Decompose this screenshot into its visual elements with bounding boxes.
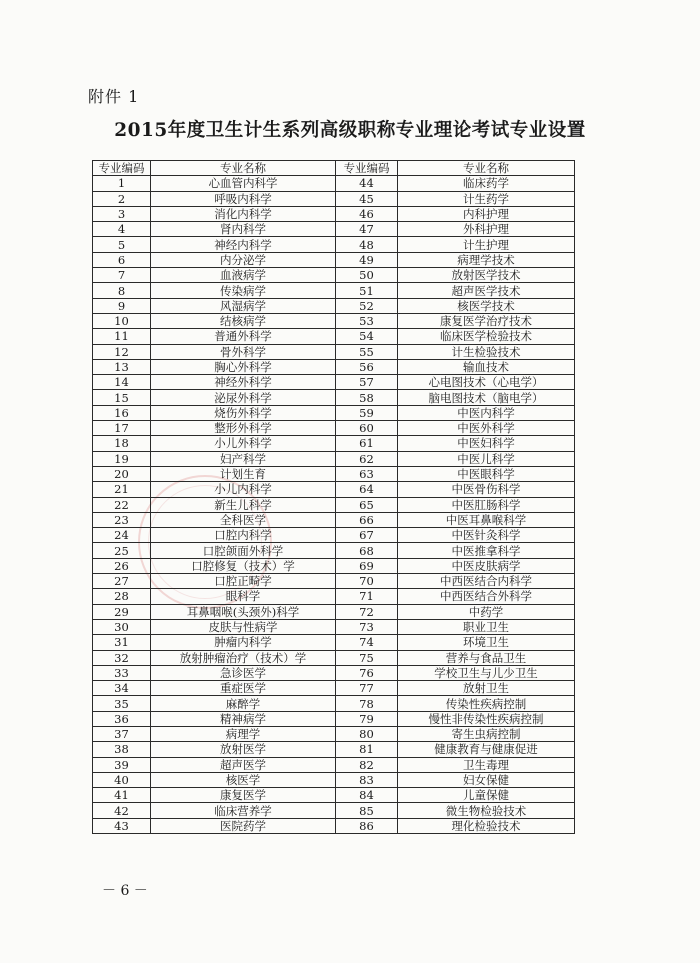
table-row bbox=[93, 405, 575, 420]
code-cell: 14 bbox=[93, 375, 151, 390]
specialty-name-cell: 普通外科学 bbox=[151, 329, 336, 344]
code-cell: 12 bbox=[93, 344, 151, 359]
code-cell: 39 bbox=[93, 757, 151, 772]
specialty-name-cell: 寄生虫病控制 bbox=[398, 726, 575, 741]
specialty-name-cell: 核医学技术 bbox=[398, 298, 575, 313]
specialty-name-cell: 中医推拿科学 bbox=[398, 543, 575, 558]
code-cell: 61 bbox=[336, 436, 398, 451]
code-cell: 1 bbox=[93, 176, 151, 191]
specialty-name-cell: 呼吸内科学 bbox=[151, 191, 336, 206]
specialty-name-cell: 中医儿科学 bbox=[398, 451, 575, 466]
specialty-name-cell: 口腔内科学 bbox=[151, 528, 336, 543]
code-cell: 50 bbox=[336, 268, 398, 283]
table-row bbox=[93, 711, 575, 726]
code-cell: 78 bbox=[336, 696, 398, 711]
specialty-name-cell: 中医骨伤科学 bbox=[398, 482, 575, 497]
specialty-name-cell: 中医耳鼻喉科学 bbox=[398, 512, 575, 527]
code-cell: 63 bbox=[336, 466, 398, 481]
code-cell: 68 bbox=[336, 543, 398, 558]
code-cell: 73 bbox=[336, 619, 398, 634]
code-cell: 22 bbox=[93, 497, 151, 512]
header-name-left: 专业名称 bbox=[151, 161, 336, 176]
specialty-name-cell: 卫生毒理 bbox=[398, 757, 575, 772]
table-row bbox=[93, 206, 575, 221]
code-cell: 48 bbox=[336, 237, 398, 252]
specialty-name-cell: 放射医学技术 bbox=[398, 268, 575, 283]
code-cell: 19 bbox=[93, 451, 151, 466]
specialty-table bbox=[92, 160, 575, 834]
specialty-name-cell: 计划生育 bbox=[151, 466, 336, 481]
header-code-left: 专业编码 bbox=[93, 161, 151, 176]
specialty-name-cell: 超声医学技术 bbox=[398, 283, 575, 298]
table-row bbox=[93, 329, 575, 344]
code-cell: 8 bbox=[93, 283, 151, 298]
table-row bbox=[93, 222, 575, 237]
code-cell: 74 bbox=[336, 635, 398, 650]
table-row bbox=[93, 696, 575, 711]
code-cell: 43 bbox=[93, 818, 151, 833]
specialty-name-cell: 新生儿科学 bbox=[151, 497, 336, 512]
specialty-name-cell: 职业卫生 bbox=[398, 619, 575, 634]
page-number: － 6 － bbox=[102, 883, 148, 899]
table-row bbox=[93, 558, 575, 573]
code-cell: 35 bbox=[93, 696, 151, 711]
specialty-name-cell: 临床医学检验技术 bbox=[398, 329, 575, 344]
specialty-name-cell: 内科护理 bbox=[398, 206, 575, 221]
code-cell: 18 bbox=[93, 436, 151, 451]
code-cell: 79 bbox=[336, 711, 398, 726]
table-row bbox=[93, 604, 575, 619]
code-cell: 36 bbox=[93, 711, 151, 726]
table-row bbox=[93, 313, 575, 328]
table-row bbox=[93, 757, 575, 772]
code-cell: 7 bbox=[93, 268, 151, 283]
code-cell: 77 bbox=[336, 681, 398, 696]
code-cell: 56 bbox=[336, 359, 398, 374]
specialty-name-cell: 内分泌学 bbox=[151, 252, 336, 267]
document-title: 2015年度卫生计生系列高级职称专业理论考试专业设置 bbox=[114, 120, 586, 141]
specialty-name-cell: 中医内科学 bbox=[398, 405, 575, 420]
code-cell: 44 bbox=[336, 176, 398, 191]
table-row bbox=[93, 421, 575, 436]
code-cell: 30 bbox=[93, 619, 151, 634]
table-row bbox=[93, 788, 575, 803]
code-cell: 5 bbox=[93, 237, 151, 252]
specialty-name-cell: 放射卫生 bbox=[398, 681, 575, 696]
specialty-name-cell: 理化检验技术 bbox=[398, 818, 575, 833]
specialty-name-cell: 微生物检验技术 bbox=[398, 803, 575, 818]
specialty-name-cell: 计生药学 bbox=[398, 191, 575, 206]
code-cell: 55 bbox=[336, 344, 398, 359]
table-row bbox=[93, 451, 575, 466]
specialty-name-cell: 计生护理 bbox=[398, 237, 575, 252]
table-row bbox=[93, 268, 575, 283]
specialty-name-cell: 学校卫生与儿少卫生 bbox=[398, 665, 575, 680]
table-row bbox=[93, 574, 575, 589]
code-cell: 52 bbox=[336, 298, 398, 313]
specialty-name-cell: 病理学技术 bbox=[398, 252, 575, 267]
code-cell: 13 bbox=[93, 359, 151, 374]
table-row bbox=[93, 512, 575, 527]
table-row bbox=[93, 665, 575, 680]
specialty-name-cell: 康复医学 bbox=[151, 788, 336, 803]
table-row bbox=[93, 589, 575, 604]
table-row bbox=[93, 619, 575, 634]
code-cell: 42 bbox=[93, 803, 151, 818]
code-cell: 32 bbox=[93, 650, 151, 665]
code-cell: 41 bbox=[93, 788, 151, 803]
specialty-name-cell: 精神病学 bbox=[151, 711, 336, 726]
table-header-row bbox=[93, 161, 575, 176]
specialty-name-cell: 胸心外科学 bbox=[151, 359, 336, 374]
table-row bbox=[93, 252, 575, 267]
specialty-name-cell: 急诊医学 bbox=[151, 665, 336, 680]
table-row bbox=[93, 176, 575, 191]
specialty-name-cell: 烧伤外科学 bbox=[151, 405, 336, 420]
table-row bbox=[93, 482, 575, 497]
table-row bbox=[93, 803, 575, 818]
specialty-name-cell: 风湿病学 bbox=[151, 298, 336, 313]
table-row bbox=[93, 436, 575, 451]
code-cell: 16 bbox=[93, 405, 151, 420]
code-cell: 84 bbox=[336, 788, 398, 803]
table-row bbox=[93, 528, 575, 543]
specialty-name-cell: 消化内科学 bbox=[151, 206, 336, 221]
code-cell: 58 bbox=[336, 390, 398, 405]
header-name-right: 专业名称 bbox=[398, 161, 575, 176]
specialty-name-cell: 心电图技术（心电学） bbox=[398, 375, 575, 390]
specialty-name-cell: 耳鼻咽喉(头颈外)科学 bbox=[151, 604, 336, 619]
code-cell: 75 bbox=[336, 650, 398, 665]
code-cell: 38 bbox=[93, 742, 151, 757]
table-row bbox=[93, 742, 575, 757]
specialty-name-cell: 血液病学 bbox=[151, 268, 336, 283]
code-cell: 3 bbox=[93, 206, 151, 221]
code-cell: 57 bbox=[336, 375, 398, 390]
code-cell: 80 bbox=[336, 726, 398, 741]
specialty-name-cell: 计生检验技术 bbox=[398, 344, 575, 359]
code-cell: 28 bbox=[93, 589, 151, 604]
code-cell: 60 bbox=[336, 421, 398, 436]
specialty-name-cell: 中药学 bbox=[398, 604, 575, 619]
code-cell: 62 bbox=[336, 451, 398, 466]
code-cell: 29 bbox=[93, 604, 151, 619]
specialty-name-cell: 神经内科学 bbox=[151, 237, 336, 252]
code-cell: 69 bbox=[336, 558, 398, 573]
code-cell: 15 bbox=[93, 390, 151, 405]
code-cell: 17 bbox=[93, 421, 151, 436]
specialty-name-cell: 中西医结合外科学 bbox=[398, 589, 575, 604]
code-cell: 64 bbox=[336, 482, 398, 497]
specialty-name-cell: 泌尿外科学 bbox=[151, 390, 336, 405]
specialty-name-cell: 骨外科学 bbox=[151, 344, 336, 359]
specialty-name-cell: 传染病学 bbox=[151, 283, 336, 298]
specialty-name-cell: 康复医学治疗技术 bbox=[398, 313, 575, 328]
specialty-name-cell: 超声医学 bbox=[151, 757, 336, 772]
table-row bbox=[93, 359, 575, 374]
code-cell: 59 bbox=[336, 405, 398, 420]
code-cell: 72 bbox=[336, 604, 398, 619]
specialty-name-cell: 环境卫生 bbox=[398, 635, 575, 650]
code-cell: 54 bbox=[336, 329, 398, 344]
table-row bbox=[93, 191, 575, 206]
code-cell: 6 bbox=[93, 252, 151, 267]
specialty-name-cell: 脑电图技术（脑电学） bbox=[398, 390, 575, 405]
code-cell: 85 bbox=[336, 803, 398, 818]
code-cell: 51 bbox=[336, 283, 398, 298]
code-cell: 2 bbox=[93, 191, 151, 206]
code-cell: 81 bbox=[336, 742, 398, 757]
table-row bbox=[93, 543, 575, 558]
code-cell: 47 bbox=[336, 222, 398, 237]
attachment-label: 附件 1 bbox=[88, 87, 140, 106]
code-cell: 11 bbox=[93, 329, 151, 344]
code-cell: 20 bbox=[93, 466, 151, 481]
code-cell: 21 bbox=[93, 482, 151, 497]
specialty-name-cell: 口腔正畸学 bbox=[151, 574, 336, 589]
code-cell: 67 bbox=[336, 528, 398, 543]
table-row bbox=[93, 237, 575, 252]
code-cell: 33 bbox=[93, 665, 151, 680]
table-row bbox=[93, 650, 575, 665]
code-cell: 37 bbox=[93, 726, 151, 741]
specialty-name-cell: 心血管内科学 bbox=[151, 176, 336, 191]
table-row bbox=[93, 818, 575, 833]
specialty-name-cell: 中医针灸科学 bbox=[398, 528, 575, 543]
code-cell: 10 bbox=[93, 313, 151, 328]
code-cell: 27 bbox=[93, 574, 151, 589]
table-row bbox=[93, 344, 575, 359]
code-cell: 31 bbox=[93, 635, 151, 650]
code-cell: 9 bbox=[93, 298, 151, 313]
specialty-name-cell: 全科医学 bbox=[151, 512, 336, 527]
specialty-name-cell: 小儿外科学 bbox=[151, 436, 336, 451]
header-code-right: 专业编码 bbox=[336, 161, 398, 176]
specialty-name-cell: 皮肤与性病学 bbox=[151, 619, 336, 634]
specialty-name-cell: 妇产科学 bbox=[151, 451, 336, 466]
specialty-name-cell: 营养与食品卫生 bbox=[398, 650, 575, 665]
code-cell: 83 bbox=[336, 772, 398, 787]
table-row bbox=[93, 283, 575, 298]
table-row bbox=[93, 635, 575, 650]
specialty-name-cell: 儿童保健 bbox=[398, 788, 575, 803]
table-row bbox=[93, 298, 575, 313]
code-cell: 34 bbox=[93, 681, 151, 696]
specialty-name-cell: 外科护理 bbox=[398, 222, 575, 237]
code-cell: 24 bbox=[93, 528, 151, 543]
code-cell: 45 bbox=[336, 191, 398, 206]
code-cell: 25 bbox=[93, 543, 151, 558]
specialty-name-cell: 麻醉学 bbox=[151, 696, 336, 711]
specialty-name-cell: 中医皮肤病学 bbox=[398, 558, 575, 573]
specialty-name-cell: 中医妇科学 bbox=[398, 436, 575, 451]
code-cell: 26 bbox=[93, 558, 151, 573]
specialty-name-cell: 神经外科学 bbox=[151, 375, 336, 390]
specialty-name-cell: 小儿内科学 bbox=[151, 482, 336, 497]
table-row bbox=[93, 772, 575, 787]
code-cell: 49 bbox=[336, 252, 398, 267]
specialty-name-cell: 妇女保健 bbox=[398, 772, 575, 787]
specialty-name-cell: 肾内科学 bbox=[151, 222, 336, 237]
specialty-name-cell: 结核病学 bbox=[151, 313, 336, 328]
specialty-name-cell: 中医眼科学 bbox=[398, 466, 575, 481]
specialty-name-cell: 慢性非传染性疾病控制 bbox=[398, 711, 575, 726]
table-row bbox=[93, 390, 575, 405]
specialty-name-cell: 中医外科学 bbox=[398, 421, 575, 436]
code-cell: 66 bbox=[336, 512, 398, 527]
specialty-name-cell: 输血技术 bbox=[398, 359, 575, 374]
code-cell: 40 bbox=[93, 772, 151, 787]
code-cell: 65 bbox=[336, 497, 398, 512]
code-cell: 82 bbox=[336, 757, 398, 772]
specialty-name-cell: 眼科学 bbox=[151, 589, 336, 604]
code-cell: 46 bbox=[336, 206, 398, 221]
specialty-name-cell: 核医学 bbox=[151, 772, 336, 787]
specialty-name-cell: 重症医学 bbox=[151, 681, 336, 696]
code-cell: 4 bbox=[93, 222, 151, 237]
code-cell: 86 bbox=[336, 818, 398, 833]
specialty-name-cell: 健康教育与健康促进 bbox=[398, 742, 575, 757]
specialty-name-cell: 病理学 bbox=[151, 726, 336, 741]
specialty-name-cell: 中医肛肠科学 bbox=[398, 497, 575, 512]
specialty-name-cell: 传染性疾病控制 bbox=[398, 696, 575, 711]
specialty-name-cell: 整形外科学 bbox=[151, 421, 336, 436]
specialty-name-cell: 临床药学 bbox=[398, 176, 575, 191]
specialty-name-cell: 中西医结合内科学 bbox=[398, 574, 575, 589]
code-cell: 76 bbox=[336, 665, 398, 680]
code-cell: 23 bbox=[93, 512, 151, 527]
table-row bbox=[93, 466, 575, 481]
specialty-name-cell: 口腔修复（技术）学 bbox=[151, 558, 336, 573]
table-row bbox=[93, 375, 575, 390]
code-cell: 53 bbox=[336, 313, 398, 328]
specialty-name-cell: 放射医学 bbox=[151, 742, 336, 757]
specialty-name-cell: 医院药学 bbox=[151, 818, 336, 833]
specialty-name-cell: 口腔颌面外科学 bbox=[151, 543, 336, 558]
table-row bbox=[93, 497, 575, 512]
table-row bbox=[93, 681, 575, 696]
specialty-name-cell: 临床营养学 bbox=[151, 803, 336, 818]
table-body bbox=[93, 176, 575, 834]
table-row bbox=[93, 726, 575, 741]
code-cell: 71 bbox=[336, 589, 398, 604]
specialty-name-cell: 肿瘤内科学 bbox=[151, 635, 336, 650]
code-cell: 70 bbox=[336, 574, 398, 589]
specialty-name-cell: 放射肿瘤治疗（技术）学 bbox=[151, 650, 336, 665]
